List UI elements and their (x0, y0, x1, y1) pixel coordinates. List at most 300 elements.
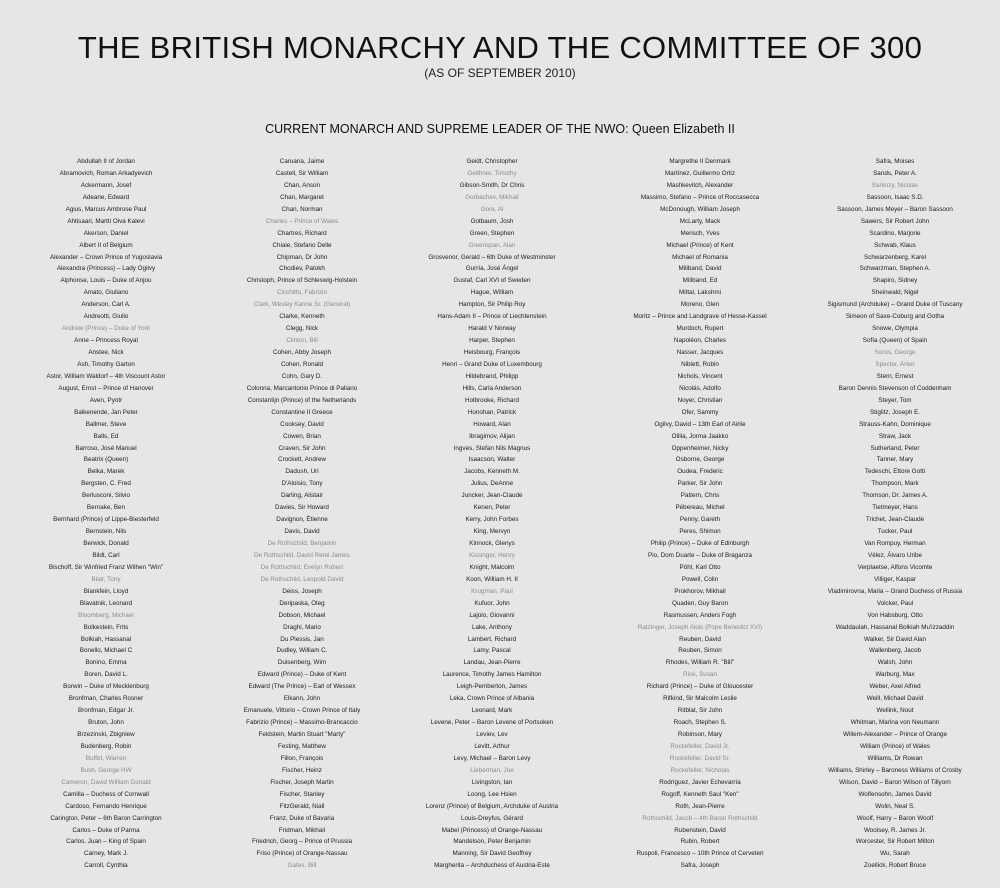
member-name: Andreotti, Giulio (83, 313, 129, 321)
member-name: Leigh-Pemberton, James (456, 683, 528, 691)
member-name: Greenspan, Alan (468, 241, 516, 249)
member-name: Wu, Sarah (880, 850, 910, 858)
member-name: Carington, Peter – 6th Baron Carrington (50, 814, 162, 822)
member-name: Blair, Tony (91, 575, 121, 583)
member-name: Hildebrand, Philipp (465, 372, 519, 380)
member-name: Amato, Giuliano (83, 289, 129, 297)
member-name: Bildt, Carl (92, 551, 120, 559)
member-name: Edward (Prince) – Duke of Kent (257, 671, 347, 679)
member-name: Kinnock, Glenys (469, 540, 515, 547)
member-name: Nicolás, Adolfo (679, 384, 721, 392)
member-name: Beatrix (Queen) (83, 456, 129, 464)
member-name: Bonino, Emma (85, 659, 127, 667)
member-name: Leka, Crown Prince of Albania (449, 695, 535, 703)
member-name: Ofer, Sammy (681, 408, 719, 416)
page-title: THE BRITISH MONARCHY AND THE COMMITTEE OF 300 (77, 30, 923, 65)
member-name: Carlos – Duke of Parma (72, 826, 140, 834)
member-name: De Rothschild, Evelyn Robert (260, 563, 344, 571)
member-name: Specter, Arlen (875, 360, 915, 368)
member-name: Fridman, Mikhail (278, 826, 326, 834)
member-name: Lajolo, Giovanni (469, 611, 515, 619)
member-name: Edward (The Prince) – Earl of Wessex (248, 683, 356, 691)
member-name: Miliband, Ed (682, 277, 718, 285)
member-name: Fabrizio (Prince) – Massimo-Brancaccio (246, 719, 358, 727)
member-name: Cowen, Brian (283, 432, 321, 440)
member-name: Du Plessis, Jan (280, 635, 324, 643)
member-name: Alphonse, Louis – Duke of Anjou (60, 277, 152, 285)
member-name: Stern, Ernest (876, 372, 914, 380)
member-name: Feldstein, Martin Stuart "Marty" (258, 731, 346, 738)
member-name: Martínez, Guillermo Ortiz (665, 169, 735, 177)
member-name: Margherita – Archduchess of Austria-Este (434, 862, 550, 870)
member-name: Duisenberg, Wim (277, 659, 327, 667)
member-name: Safra, Joseph (680, 862, 720, 870)
member-name: Van Rompuy, Herman (864, 540, 926, 547)
member-name: Schwarzenberg, Karel (864, 253, 926, 261)
member-name: Rockefeller, David Sr. (669, 754, 731, 762)
member-name: Aven, Pyotr (89, 396, 123, 404)
member-name: Levy, Michael – Baron Levy (453, 754, 531, 762)
member-name: Mittal, Lakshmi (679, 289, 721, 297)
member-name: D'Aloisio, Tony (281, 480, 323, 488)
member-name: Balls, Ed (93, 432, 119, 440)
member-name: Gates, Bill (287, 862, 317, 870)
member-name: Davignon, Étienne (276, 516, 328, 524)
member-name: Ackermann, Josef (80, 181, 132, 189)
page-subtitle: (AS OF SEPTEMBER 2010) (424, 66, 576, 80)
member-name: Bolkiah, Hassanal (80, 635, 132, 643)
member-name: Henri – Grand Duke of Luxembourg (442, 360, 542, 368)
member-name: Fischer, Stanley (279, 790, 325, 798)
name-column-2 (202, 156, 402, 872)
member-name: Charles – Prince of Wales (265, 217, 339, 225)
member-name: Willem-Alexander – Prince of Orange (843, 731, 947, 738)
member-name: Sheinwald, Nigel (871, 289, 919, 297)
member-name: Laurence, Timothy James Hamilton (442, 671, 542, 679)
member-name: Miliband, David (678, 265, 722, 273)
member-name: Roach, Stephen S. (673, 719, 727, 727)
member-name: Bruton, John (88, 719, 124, 727)
member-name: Ingves, Stefan Nils Magnus (453, 444, 531, 452)
member-name: Reuben, Simon (678, 647, 722, 655)
member-name: Bischoff, Sir Winfried Franz Wilhen "Win" (48, 563, 164, 571)
member-name: Rasmussen, Anders Fogh (663, 611, 737, 619)
member-name: Parker, Sir John (677, 480, 723, 488)
member-name: Agius, Marcus Ambrose Paul (65, 205, 147, 213)
member-name: Julius, DeAnne (470, 480, 514, 488)
member-name: Straw, Jack (878, 432, 912, 440)
member-name: Astor, William Waldorf – 4th Viscount Astor (46, 372, 166, 380)
member-name: Gustaf, Carl XVI of Sweden (453, 277, 531, 285)
member-name: Franz, Duke of Bavaria (269, 814, 335, 822)
member-name: Pattern, Chris (680, 492, 720, 500)
member-name: Fischer, Joseph Martin (270, 778, 334, 786)
member-name: Davies, Sir Howard (275, 504, 329, 512)
member-name: Volcker, Paul (876, 599, 914, 607)
member-name: Leviev, Lev (476, 731, 508, 738)
member-name: Trichet, Jean-Claude (865, 516, 925, 524)
member-name: Leonard, Mark (471, 707, 513, 715)
member-name: Balkenende, Jan Peter (74, 408, 138, 416)
member-name: Loong, Lee Hsien (467, 790, 517, 798)
member-name: Harald V Norway (468, 325, 516, 333)
member-name: Moritz – Prince and Landgrave of Hesse-Kassel (633, 313, 767, 321)
member-name: Powell, Colin (681, 575, 719, 583)
member-name: Weill, Michael David (866, 695, 924, 703)
member-name: Lamy, Pascal (473, 647, 511, 655)
member-name: Levitt, Arthur (474, 742, 510, 750)
member-name: Howard, Alan (473, 420, 511, 428)
member-name: Baron Dennis Stevenson of Coddenham (838, 384, 952, 392)
member-name: Alexander – Crown Prince of Yugoslavia (49, 253, 163, 261)
member-name: Rodríguez, Javier Echevarría (659, 778, 741, 786)
name-column-4 (600, 156, 800, 872)
member-name: Christoph, Prince of Schleswig-Holstein (246, 277, 358, 285)
member-name: McDonough, William Joseph (660, 205, 740, 213)
member-name: Chiaie, Stefano Delle (272, 241, 332, 249)
member-name: Safra, Moises (875, 158, 915, 165)
member-name: Von Habsburg, Otto (867, 611, 923, 619)
member-name: Williams, Dr Rowan (867, 754, 923, 762)
member-name: Carroll, Cynthia (84, 862, 128, 870)
section-heading: CURRENT MONARCH AND SUPREME LEADER OF THE NWO: Queen Elizabeth II (265, 122, 735, 136)
member-name: Deiss, Joseph (282, 587, 322, 595)
member-name: Rhodes, William R. "Bill" (665, 659, 735, 667)
member-name: Hans-Adam II – Prince of Liechtenstein (437, 313, 547, 321)
member-name: Craven, Sir John (278, 444, 326, 452)
member-name: Livingston, Ian (471, 778, 513, 786)
member-name: Hills, Carla Anderson (462, 384, 522, 392)
member-name: Lieberman, Joe (470, 766, 514, 774)
member-name: Ahtisaari, Martti Oiva Kalevi (67, 217, 145, 225)
member-name: King, Mervyn (473, 528, 511, 536)
member-name: Carney, Mark J. (84, 850, 128, 858)
member-name: Akerson, Daniel (83, 229, 129, 237)
member-name: McLarty, Mack (679, 217, 721, 225)
member-name: Shapiro, Sidney (872, 277, 918, 285)
member-name: Green, Stephen (469, 229, 515, 237)
member-name: Bush, George HW (80, 766, 132, 774)
member-name: Tietmeyer, Hans (872, 504, 918, 512)
member-name: Adeane, Edward (82, 193, 130, 201)
member-name: Roth, Jean-Pierre (675, 802, 725, 810)
member-name: Buffet, Warren (85, 754, 127, 762)
member-name: Blavatnik, Leonard (79, 599, 133, 607)
member-name: Sawers, Sir Robert John (860, 217, 930, 225)
member-name: Penny, Gareth (679, 516, 721, 524)
member-name: Chan, Norman (281, 205, 323, 213)
name-column-5 (795, 156, 995, 872)
member-name: Levene, Peter – Baron Levene of Portsoken (430, 719, 554, 727)
member-name: Mensch, Yves (680, 229, 720, 237)
member-name: Quaden, Guy Baron (671, 599, 728, 607)
member-name: Vladimirovna, Maria – Grand Duchess of Russia (827, 587, 963, 595)
member-name: Nasser, Jacques (676, 349, 724, 356)
member-name: Anstee, Nick (88, 349, 124, 356)
member-name: Juncker, Jean-Claude (461, 492, 523, 500)
member-name: Sarkozy, Nicolas (871, 181, 919, 189)
member-name: Crockett, Andrew (278, 456, 326, 464)
member-name: Albert II of Belgium (79, 241, 133, 249)
member-name: Strauss-Kahn, Dominique (859, 420, 931, 428)
member-name: Robinson, Mary (677, 731, 723, 738)
member-name: Krugman, Paul (471, 587, 513, 595)
member-name: Vélez, Álvaro Uribe (868, 551, 922, 559)
name-columns (0, 156, 1000, 886)
member-name: Clinton, Bill (286, 337, 318, 345)
member-name: Williams, Shirley – Baroness Williams of Crosby (828, 766, 962, 774)
member-name: Dudley, William C. (276, 647, 328, 655)
member-name: Napoléon, Charles (673, 337, 727, 345)
member-name: Elkann, John (283, 695, 321, 703)
name-column-1 (6, 156, 206, 872)
member-name: Ash, Timothy Garton (77, 360, 135, 368)
member-name: William (Prince) of Wales (859, 742, 931, 750)
member-name: Cooksey, David (280, 420, 324, 428)
member-name: Rubin, Robert (680, 838, 720, 846)
member-name: Schwab, Klaus (874, 241, 916, 249)
member-name: Jacobs, Kenneth M. (464, 468, 520, 476)
member-name: Ogilvy, David – 13th Earl of Airlie (654, 420, 746, 428)
member-name: Friedrich, Georg – Prince of Prussia (251, 838, 353, 846)
member-name: Clarke, Kenneth (279, 313, 325, 321)
member-name: Cohen, Abby Joseph (272, 349, 332, 356)
member-name: Rockefeller, Nicholas (670, 766, 730, 774)
member-name: Holbrooke, Richard (465, 396, 519, 404)
member-name: Anderson, Carl A. (81, 301, 131, 309)
member-name: Cohen, Ronald (280, 360, 323, 368)
member-name: Waddaulah, Hassanal Bolkiah Mu'izzaddin (835, 623, 955, 631)
member-name: Rockefeller, David Jr. (670, 742, 730, 750)
member-name: Abdullah II of Jordan (77, 158, 135, 165)
member-name: Sassoon, James Meyer – Baron Sassoon (837, 205, 953, 213)
member-name: Carlos, Juan – King of Spain (66, 838, 146, 846)
member-name: Gurría, José Ángel (465, 265, 519, 273)
member-name: Margrethe II Denmark (669, 158, 731, 165)
member-name: Davis, David (284, 528, 320, 536)
member-name: Bolkestein, Frits (83, 623, 129, 631)
member-name: Scardino, Marjorie (869, 229, 921, 237)
member-name: Bernhard (Prince) of Lippe-Biesterfeld (53, 516, 159, 524)
member-name: Friso (Prince) of Orange-Nassau (256, 850, 348, 858)
member-name: Philip (Prince) – Duke of Edinburgh (650, 540, 750, 547)
member-name: Louis-Dreyfus, Gérard (461, 814, 523, 822)
member-name: Rogoff, Kenneth Saul "Ken" (661, 790, 739, 798)
member-name: Sutherland, Peter (870, 444, 920, 452)
member-name: Lorenz (Prince) of Belgium, Archduke of Austria (425, 802, 559, 810)
member-name: Wallenberg, Jacob (869, 647, 921, 655)
member-name: Nichols, Vincent (677, 372, 723, 380)
member-name: Walsh, John (877, 659, 913, 667)
member-name: Berwick, Donald (83, 540, 129, 547)
member-name: Rice, Susan (683, 671, 717, 679)
member-name: Boren, David L. (84, 671, 128, 679)
member-name: Thompson, Mark (871, 480, 919, 488)
member-name: Darling, Alistair (281, 492, 323, 500)
member-name: Kissinger, Henry (469, 551, 515, 559)
member-name: Fischer, Heinz (282, 766, 322, 774)
member-name: Michael of Romania (672, 253, 728, 261)
member-name: FitzGerald, Niall (279, 802, 325, 810)
member-name: Anne – Princess Royal (74, 337, 138, 345)
member-name: Ollila, Jorma Jaakko (671, 432, 729, 440)
member-name: Deripaska, Oleg (279, 599, 325, 607)
member-name: De Rothschild, Leopold David (260, 575, 344, 583)
member-name: Gibson-Smith, Dr Chris (459, 181, 525, 189)
member-name: Wilson, David – Baron Wilson of Tillyorn (839, 778, 951, 786)
member-name: Lambert, Richard (467, 635, 517, 643)
member-name: Andrew (Prince) – Duke of York (62, 325, 150, 333)
member-name: Abramovich, Roman Arkadyevich (59, 169, 153, 177)
member-name: Draghi, Mario (283, 623, 321, 631)
member-name: Clegg, Nick (285, 325, 319, 333)
member-name: De Rothschild, Benjamin (267, 540, 337, 547)
member-name: Emanuele, Vittorio – Crown Prince of Italy (243, 707, 361, 715)
member-name: Woolf, Harry – Baron Woolf (856, 814, 934, 822)
member-name: Blankfein, Lloyd (83, 587, 129, 595)
member-name: Chodiev, Patokh (279, 265, 325, 273)
member-name: Colonna, Marcantonio Prince di Paliano (246, 384, 358, 392)
member-name: Constantijn (Prince) of the Netherlands (247, 396, 357, 404)
member-name: Tucker, Paul (877, 528, 913, 536)
member-name: Villiger, Kaspar (874, 575, 916, 583)
member-name: Mabel (Princess) of Orange-Nassau (441, 826, 543, 834)
member-name: Camilla – Duchess of Cornwall (63, 790, 149, 798)
member-name: Gorbachev, Mikhail (465, 193, 519, 201)
member-name: Borwin – Duke of Mecklenburg (63, 683, 149, 691)
member-name: Honohan, Patrick (467, 408, 517, 416)
member-name: Budenberg, Robin (80, 742, 132, 750)
member-name: Weber, Axel Alfred (869, 683, 921, 691)
member-name: Gore, Al (480, 205, 504, 213)
member-name: Michael (Prince) of Kent (666, 241, 734, 249)
member-name: Moreno, Glen (680, 301, 720, 309)
member-name: Chan, Anson (283, 181, 321, 189)
member-name: Dobson, Michael (278, 611, 326, 619)
member-name: Warburg, Max (875, 671, 915, 679)
member-name: Koon, William H. II (466, 575, 518, 583)
member-name: Berlusconi, Silvio (82, 492, 130, 500)
member-name: Noyer, Christian (677, 396, 723, 404)
member-name: Schwarzman, Stephen A. (859, 265, 931, 273)
member-name: Wolin, Neal S. (875, 802, 915, 810)
member-name: Oppenheimer, Nicky (671, 444, 729, 452)
member-name: Sands, Peter A. (873, 169, 917, 177)
member-name: Constantine II Greece (271, 408, 333, 416)
member-name: Prokhorov, Mikhail (674, 587, 726, 595)
member-name: Pébereau, Michel (675, 504, 725, 512)
member-name: Mandelson, Peter Benjamin (453, 838, 531, 846)
member-name: Steyer, Tom (878, 396, 912, 404)
member-name: Alexandra (Princess) – Lady Ogilvy (56, 265, 156, 273)
member-name: Harper, Stephen (469, 337, 515, 345)
member-name: Kufuor, John (474, 599, 510, 607)
member-name: Ruspoli, Francesco – 10th Prince of Cerveteri (636, 850, 764, 858)
member-name: Chipman, Dr John (276, 253, 328, 261)
member-name: Rothschild, Jacob – 4th Baron Rothschild (642, 814, 758, 822)
member-name: Manning, Sir David Geoffrey (452, 850, 532, 858)
member-name: Murdoch, Rupert (676, 325, 724, 333)
member-name: Bergsten, C. Fred (81, 480, 131, 488)
member-name: Cohn, Gary D. (281, 372, 323, 380)
member-name: Wolfensohn, James David (858, 790, 932, 798)
member-name: Cicchitto, Fabrizio (276, 289, 328, 297)
member-name: Festing, Matthew (278, 742, 326, 750)
member-name: Snowe, Olympia (872, 325, 918, 333)
member-name: Rubenstein, David (674, 826, 726, 834)
member-name: Bloomberg, Michael (78, 611, 134, 619)
member-name: De Rothschild, David René James (254, 551, 350, 559)
member-name: Bernake, Ben (86, 504, 126, 512)
member-name: Simeon of Saxe-Coburg and Gotha (845, 313, 945, 321)
member-name: Caruana, Jaime (279, 158, 325, 165)
member-name: Bernstein, Nils (85, 528, 127, 536)
member-name: Tedeschi, Ettore Gotti (864, 468, 926, 476)
member-name: Mashkevitch, Alexander (666, 181, 734, 189)
member-name: Hague, William (470, 289, 514, 297)
member-name: Landau, Jean-Pierre (463, 659, 521, 667)
member-name: Osborne, George (675, 456, 725, 464)
member-name: Sassoon, Isaac S.D. (866, 193, 924, 201)
member-name: Cameron, David William Donald (61, 778, 151, 786)
member-name: Fillon, François (280, 754, 324, 762)
member-name: Dadush, Uri (285, 468, 319, 476)
member-name: Ballmer, Steve (85, 420, 127, 428)
member-name: Walker, Sir David Alan (863, 635, 927, 643)
member-name: Sofía (Queen) of Spain (862, 337, 928, 345)
member-name: Bronfman, Charles Rosner (68, 695, 144, 703)
member-name: Worcester, Sir Robert Milton (855, 838, 935, 846)
member-name: Barroso, José Manuel (75, 444, 137, 452)
member-name: Peres, Shimon (679, 528, 721, 536)
member-name: Chan, Margaret (280, 193, 324, 201)
member-name: Kerry, John Forbes (465, 516, 519, 524)
member-name: Geithner, Timothy (467, 169, 517, 177)
name-column-3 (392, 156, 592, 872)
member-name: Rifkind, Sir Malcolm Leslie (663, 695, 737, 703)
member-name: Oudea, Frederic (677, 468, 723, 476)
member-name: Isaacson, Walter (468, 456, 516, 464)
member-name: Reuben, David (679, 635, 721, 643)
member-name: Whitman, Marina von Neumann (850, 719, 940, 727)
member-name: Stiglitz, Joseph E. (869, 408, 921, 416)
member-name: Bronfman, Edgar Jr. (78, 707, 134, 715)
member-name: Bonello, Michael C (79, 647, 133, 655)
member-name: Brzezinski, Zbigniew (77, 731, 135, 738)
member-name: Hampton, Sir Philip Roy (458, 301, 526, 309)
member-name: Tanner, Mary (876, 456, 914, 464)
member-name: Lake, Anthony (472, 623, 512, 631)
member-name: Ibragimov, Alijan (469, 432, 515, 440)
member-name: Geidt, Christopher (466, 158, 518, 165)
member-name: Kenen, Peter (473, 504, 511, 512)
member-name: Woolsey, R. James Jr. (863, 826, 927, 834)
member-name: Ratzinger, Joseph Alois (Pope Benedict XVI) (637, 623, 763, 631)
member-name: Grosvenor, Gerald – 6th Duke of Westminster (428, 253, 556, 261)
member-name: Verplaetse, Alfons Vicomte (857, 563, 933, 571)
member-name: Chartres, Richard (277, 229, 327, 237)
member-name: Clark, Wesley Kanne Sr. (General) (253, 301, 351, 309)
member-name: Massimo, Stefano – Prince of Roccasecca (640, 193, 760, 201)
member-name: Pio, Dom Duarte – Duke of Braganza (648, 551, 752, 559)
member-name: Ritblat, Sir John (677, 707, 723, 715)
member-name: Sigismund (Archduke) – Grand Duke of Tuscany (827, 301, 963, 309)
member-name: Wellink, Nout (876, 707, 914, 715)
member-name: Gotbaum, Josh (470, 217, 514, 225)
member-name: Soros, George (874, 349, 916, 356)
member-name: Pöhl, Karl Otto (679, 563, 721, 571)
member-name: Niblett, Robin (681, 360, 719, 368)
